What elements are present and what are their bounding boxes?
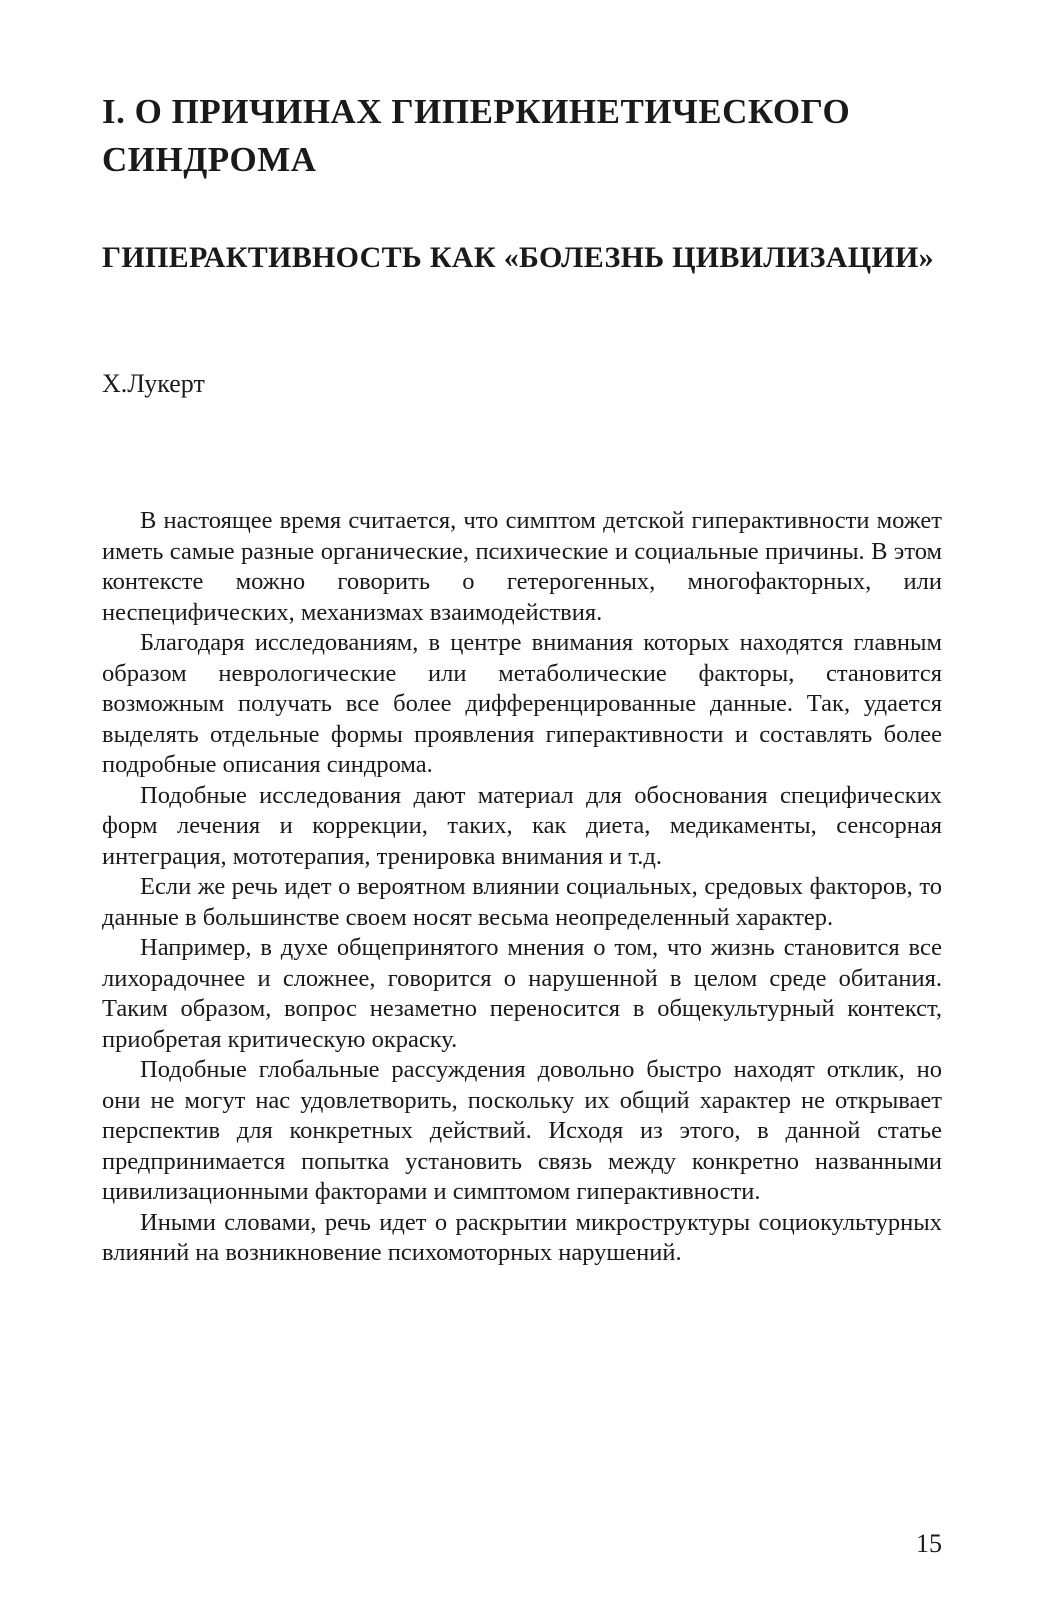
paragraph: В настоящее время считается, что симптом детской гиперактивности может иметь самые разные органические, психические и социальные причины. В этом контексте можно говорить о гетерогенных, многофакторных, или неспецифических, механизмах взаимодействия. [102, 507, 942, 626]
paragraph: Подобные исследования дают материал для обоснования специфических форм лечения и коррекции, таких, как диета, медикаменты, сенсорная интеграция, мототерапия, тренировка внимания и т.д. [102, 781, 942, 870]
article-title: ГИПЕРАКТИВНОСТЬ КАК «БОЛЕЗНЬ ЦИВИЛИЗАЦИИ» [102, 241, 934, 274]
paragraph: Если же речь идет о вероятном влиянии социальных, средовых факторов, то данные в большинстве своем носят весьма неопределенный характер. [102, 873, 942, 931]
paragraph: Благодаря исследованиям, в центре внимания которых находятся главным образом неврологические или метаболические факторы, становится возможным получать все более дифференцированные данные. Так, удается выделять отдельные формы проявления гиперактивности и составлять более подробные описания синдрома. [102, 629, 942, 778]
page-number: 15 [916, 1529, 942, 1558]
chapter-title: I. О ПРИЧИНАХ ГИПЕРКИНЕТИЧЕСКОГО СИНДРОМА [102, 92, 851, 179]
article-body [102, 506, 942, 1269]
author-name: Х.Лукерт [102, 369, 205, 398]
paragraph: Например, в духе общепринятого мнения о том, что жизнь становится все лихорадочнее и сложнее, говорится о нарушенной в целом среде обитания. Таким образом, вопрос незаметно переносится в общекультурный контекст, приобретая критическую окраску. [102, 934, 942, 1053]
paragraph: Иными словами, речь идет о раскрытии микроструктуры социокультурных влияний на возникновение психомоторных нарушений. [102, 1208, 942, 1266]
paragraph: Подобные глобальные рассуждения довольно быстро находят отклик, но они не могут нас удовлетворить, поскольку их общий характер не открывает перспектив для конкретных действий. Исходя из этого, в данной статье предпринимается попытка установить связь между конкретно названными цивилизационными факторами и симптомом гиперактивности. [102, 1056, 942, 1205]
